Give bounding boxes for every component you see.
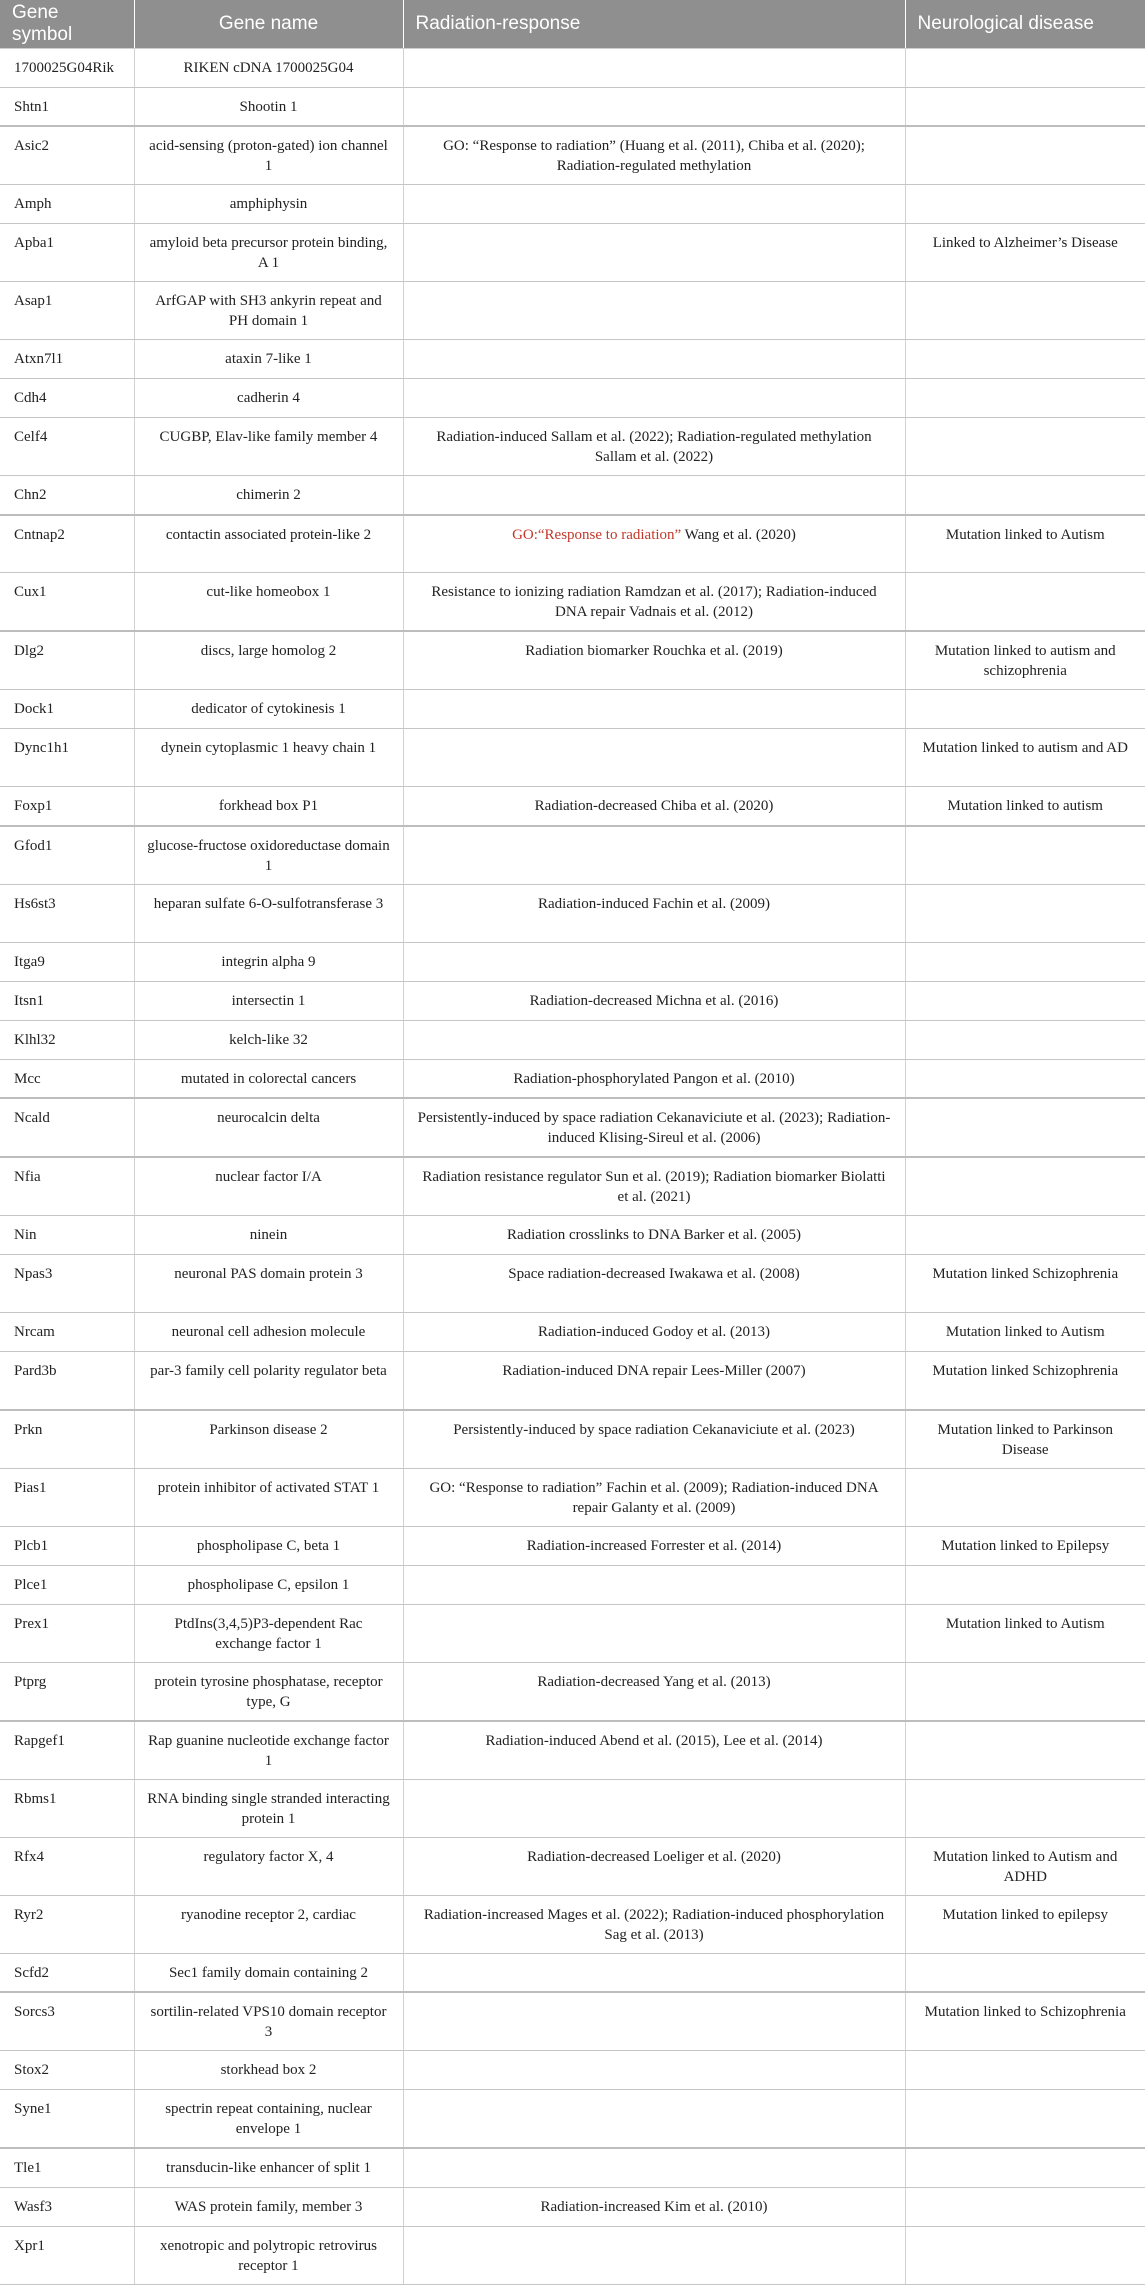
table-row bbox=[0, 87, 1145, 126]
gene-name-cell: discs, large homolog 2 bbox=[134, 631, 403, 690]
table-row bbox=[0, 1779, 1145, 1837]
gene-symbol-cell: Itga9 bbox=[0, 942, 134, 981]
gene-symbol-cell: Plcb1 bbox=[0, 1526, 134, 1565]
neurological-disease-cell bbox=[905, 1216, 1145, 1255]
gene-symbol-cell: Syne1 bbox=[0, 2090, 134, 2149]
radiation-response-cell: Radiation resistance regulator Sun et al. (2019); Radiation biomarker Biolatti et al. (2021) bbox=[403, 1157, 905, 1216]
table-row bbox=[0, 185, 1145, 224]
table-row bbox=[0, 1468, 1145, 1526]
radiation-response-cell bbox=[403, 1779, 905, 1837]
neurological-disease-cell: Mutation linked to autism bbox=[905, 787, 1145, 826]
neurological-disease-cell bbox=[905, 2090, 1145, 2149]
gene-symbol-cell: Dync1h1 bbox=[0, 729, 134, 787]
neurological-disease-cell: Mutation linked Schizophrenia bbox=[905, 1352, 1145, 1410]
radiation-response-cell bbox=[403, 2226, 905, 2284]
radiation-response-cell: GO: “Response to radiation” Fachin et al. (2009); Radiation-induced DNA repair Galanty et al. (2009) bbox=[403, 1468, 905, 1526]
neurological-disease-cell bbox=[905, 48, 1145, 87]
radiation-response-cell bbox=[403, 515, 905, 573]
radiation-response-cell bbox=[403, 282, 905, 340]
neurological-disease-cell bbox=[905, 2051, 1145, 2090]
header-neurological-disease: Neurological disease bbox=[905, 0, 1145, 48]
table-row bbox=[0, 515, 1145, 573]
radiation-response-cell: Radiation-decreased Yang et al. (2013) bbox=[403, 1662, 905, 1721]
table-row bbox=[0, 282, 1145, 340]
header-row bbox=[0, 0, 1145, 48]
gene-name-cell: RNA binding single stranded interacting protein 1 bbox=[134, 1779, 403, 1837]
neurological-disease-cell bbox=[905, 1779, 1145, 1837]
gene-name-cell: par-3 family cell polarity regulator beta bbox=[134, 1352, 403, 1410]
gene-name-cell: protein tyrosine phosphatase, receptor type, G bbox=[134, 1662, 403, 1721]
gene-symbol-cell: Sorcs3 bbox=[0, 1992, 134, 2051]
radiation-response-cell: Resistance to ionizing radiation Ramdzan et al. (2017); Radiation-induced DNA repair Vadnais et al. (2012) bbox=[403, 573, 905, 632]
gene-name-cell: sortilin-related VPS10 domain receptor 3 bbox=[134, 1992, 403, 2051]
gene-symbol-cell: Hs6st3 bbox=[0, 884, 134, 942]
table-row bbox=[0, 1565, 1145, 1604]
gene-name-cell: dynein cytoplasmic 1 heavy chain 1 bbox=[134, 729, 403, 787]
gene-symbol-cell: Mcc bbox=[0, 1059, 134, 1098]
gene-name-cell: Parkinson disease 2 bbox=[134, 1410, 403, 1469]
table-row bbox=[0, 340, 1145, 379]
radiation-response-cell bbox=[403, 2090, 905, 2149]
gene-symbol-cell: Tle1 bbox=[0, 2148, 134, 2187]
gene-name-cell: glucose-fructose oxidoreductase domain 1 bbox=[134, 826, 403, 885]
radiation-response-cell bbox=[403, 48, 905, 87]
gene-symbol-cell: Pard3b bbox=[0, 1352, 134, 1410]
radiation-response-cell bbox=[403, 2051, 905, 2090]
radiation-response-cell: Radiation-induced Godoy et al. (2013) bbox=[403, 1313, 905, 1352]
table-row bbox=[0, 690, 1145, 729]
neurological-disease-cell bbox=[905, 573, 1145, 632]
gene-symbol-cell: Plce1 bbox=[0, 1565, 134, 1604]
header-radiation-response: Radiation-response bbox=[403, 0, 905, 48]
radiation-response-cell: Radiation-decreased Loeliger et al. (2020) bbox=[403, 1837, 905, 1895]
neurological-disease-cell bbox=[905, 1953, 1145, 1992]
neurological-disease-cell: Mutation linked to autism and schizophrenia bbox=[905, 631, 1145, 690]
gene-symbol-cell: Dock1 bbox=[0, 690, 134, 729]
neurological-disease-cell bbox=[905, 87, 1145, 126]
neurological-disease-cell bbox=[905, 476, 1145, 515]
gene-symbol-cell: Pias1 bbox=[0, 1468, 134, 1526]
table-row bbox=[0, 1953, 1145, 1992]
gene-symbol-cell: Foxp1 bbox=[0, 787, 134, 826]
radiation-response-cell: Radiation-induced Abend et al. (2015), Lee et al. (2014) bbox=[403, 1721, 905, 1780]
table-row bbox=[0, 2226, 1145, 2284]
radiation-response-cell: Radiation-induced Fachin et al. (2009) bbox=[403, 884, 905, 942]
gene-name-cell: ArfGAP with SH3 ankyrin repeat and PH domain 1 bbox=[134, 282, 403, 340]
table-row bbox=[0, 418, 1145, 476]
neurological-disease-cell bbox=[905, 2148, 1145, 2187]
gene-symbol-cell: Cdh4 bbox=[0, 379, 134, 418]
radiation-response-cell: Radiation-increased Kim et al. (2010) bbox=[403, 2187, 905, 2226]
neurological-disease-cell bbox=[905, 418, 1145, 476]
gene-name-cell: PtdIns(3,4,5)P3-dependent Rac exchange factor 1 bbox=[134, 1604, 403, 1662]
table-row bbox=[0, 48, 1145, 87]
neurological-disease-cell: Mutation linked to Schizophrenia bbox=[905, 1992, 1145, 2051]
gene-symbol-cell: Xpr1 bbox=[0, 2226, 134, 2284]
gene-name-cell: phospholipase C, epsilon 1 bbox=[134, 1565, 403, 1604]
gene-symbol-cell: Gfod1 bbox=[0, 826, 134, 885]
table-row bbox=[0, 224, 1145, 282]
table-row bbox=[0, 981, 1145, 1020]
table-row bbox=[0, 126, 1145, 185]
table-row bbox=[0, 1255, 1145, 1313]
gene-name-cell: storkhead box 2 bbox=[134, 2051, 403, 2090]
gene-name-cell: neurocalcin delta bbox=[134, 1098, 403, 1157]
gene-name-cell: xenotropic and polytropic retrovirus receptor 1 bbox=[134, 2226, 403, 2284]
table-row bbox=[0, 1410, 1145, 1469]
table-row bbox=[0, 631, 1145, 690]
gene-symbol-cell: Shtn1 bbox=[0, 87, 134, 126]
neurological-disease-cell: Mutation linked to Parkinson Disease bbox=[905, 1410, 1145, 1469]
neurological-disease-cell: Mutation linked to autism and AD bbox=[905, 729, 1145, 787]
table-row bbox=[0, 379, 1145, 418]
radiation-response-cell bbox=[403, 1565, 905, 1604]
neurological-disease-cell bbox=[905, 826, 1145, 885]
radiation-response-cell bbox=[403, 476, 905, 515]
radiation-response-cell: Radiation-decreased Chiba et al. (2020) bbox=[403, 787, 905, 826]
table-row bbox=[0, 884, 1145, 942]
radiation-response-cell bbox=[403, 87, 905, 126]
neurological-disease-cell: Mutation linked to Autism bbox=[905, 515, 1145, 573]
table-row bbox=[0, 1837, 1145, 1895]
gene-name-cell: cadherin 4 bbox=[134, 379, 403, 418]
gene-symbol-cell: Klhl32 bbox=[0, 1020, 134, 1059]
gene-symbol-cell: Rfx4 bbox=[0, 1837, 134, 1895]
table-row bbox=[0, 2051, 1145, 2090]
table-row bbox=[0, 1313, 1145, 1352]
neurological-disease-cell: Mutation linked to Autism bbox=[905, 1313, 1145, 1352]
gene-symbol-cell: Atxn7l1 bbox=[0, 340, 134, 379]
neurological-disease-cell bbox=[905, 1468, 1145, 1526]
radiation-response-cell: Radiation biomarker Rouchka et al. (2019) bbox=[403, 631, 905, 690]
neurological-disease-cell bbox=[905, 1157, 1145, 1216]
gene-name-cell: amphiphysin bbox=[134, 185, 403, 224]
neurological-disease-cell bbox=[905, 1098, 1145, 1157]
radiation-response-cell: Radiation-phosphorylated Pangon et al. (2010) bbox=[403, 1059, 905, 1098]
header-gene-name: Gene name bbox=[134, 0, 403, 48]
radiation-response-cell bbox=[403, 690, 905, 729]
table-row bbox=[0, 573, 1145, 632]
gene-name-cell: Shootin 1 bbox=[134, 87, 403, 126]
gene-symbol-cell: Nin bbox=[0, 1216, 134, 1255]
gene-name-cell: cut-like homeobox 1 bbox=[134, 573, 403, 632]
radiation-citation: Wang et al. (2020) bbox=[681, 526, 796, 543]
gene-symbol-cell: Ncald bbox=[0, 1098, 134, 1157]
gene-symbol-cell: Nrcam bbox=[0, 1313, 134, 1352]
table-row bbox=[0, 1059, 1145, 1098]
radiation-response-cell: Radiation-induced DNA repair Lees-Miller (2007) bbox=[403, 1352, 905, 1410]
radiation-response-cell: Radiation-induced Sallam et al. (2022); Radiation-regulated methylation Sallam et al. (2022) bbox=[403, 418, 905, 476]
gene-name-cell: neuronal PAS domain protein 3 bbox=[134, 1255, 403, 1313]
header-gene-symbol: Gene symbol bbox=[0, 0, 134, 48]
table-row bbox=[0, 1604, 1145, 1662]
gene-name-cell: intersectin 1 bbox=[134, 981, 403, 1020]
gene-name-cell: regulatory factor X, 4 bbox=[134, 1837, 403, 1895]
table-row bbox=[0, 729, 1145, 787]
radiation-response-cell bbox=[403, 379, 905, 418]
gene-name-cell: spectrin repeat containing, nuclear envelope 1 bbox=[134, 2090, 403, 2149]
gene-symbol-cell: Ptprg bbox=[0, 1662, 134, 1721]
neurological-disease-cell bbox=[905, 981, 1145, 1020]
gene-name-cell: forkhead box P1 bbox=[134, 787, 403, 826]
gene-name-cell: ataxin 7-like 1 bbox=[134, 340, 403, 379]
table-row bbox=[0, 1157, 1145, 1216]
table-row bbox=[0, 1895, 1145, 1953]
table-row bbox=[0, 1721, 1145, 1780]
table-row bbox=[0, 1662, 1145, 1721]
gene-name-cell: chimerin 2 bbox=[134, 476, 403, 515]
gene-symbol-cell: Ryr2 bbox=[0, 1895, 134, 1953]
gene-symbol-cell: Rbms1 bbox=[0, 1779, 134, 1837]
gene-symbol-cell: Nfia bbox=[0, 1157, 134, 1216]
gene-name-cell: WAS protein family, member 3 bbox=[134, 2187, 403, 2226]
neurological-disease-cell: Mutation linked Schizophrenia bbox=[905, 1255, 1145, 1313]
gene-name-cell: heparan sulfate 6-O-sulfotransferase 3 bbox=[134, 884, 403, 942]
gene-symbol-cell: Scfd2 bbox=[0, 1953, 134, 1992]
radiation-response-cell: Radiation-decreased Michna et al. (2016) bbox=[403, 981, 905, 1020]
gene-symbol-cell: Asic2 bbox=[0, 126, 134, 185]
table-row bbox=[0, 942, 1145, 981]
neurological-disease-cell bbox=[905, 1721, 1145, 1780]
gene-symbol-cell: Amph bbox=[0, 185, 134, 224]
gene-name-cell: mutated in colorectal cancers bbox=[134, 1059, 403, 1098]
radiation-response-cell bbox=[403, 185, 905, 224]
neurological-disease-cell bbox=[905, 282, 1145, 340]
gene-symbol-cell: Itsn1 bbox=[0, 981, 134, 1020]
gene-symbol-cell: Rapgef1 bbox=[0, 1721, 134, 1780]
table-row bbox=[0, 1098, 1145, 1157]
gene-name-cell: ninein bbox=[134, 1216, 403, 1255]
gene-symbol-cell: Celf4 bbox=[0, 418, 134, 476]
table-row bbox=[0, 2187, 1145, 2226]
gene-symbol-cell: Wasf3 bbox=[0, 2187, 134, 2226]
gene-name-cell: RIKEN cDNA 1700025G04 bbox=[134, 48, 403, 87]
table-row bbox=[0, 1992, 1145, 2051]
gene-name-cell: nuclear factor I/A bbox=[134, 1157, 403, 1216]
table-row bbox=[0, 1526, 1145, 1565]
radiation-response-cell bbox=[403, 1953, 905, 1992]
gene-symbol-cell: Chn2 bbox=[0, 476, 134, 515]
neurological-disease-cell bbox=[905, 690, 1145, 729]
neurological-disease-cell bbox=[905, 340, 1145, 379]
neurological-disease-cell bbox=[905, 185, 1145, 224]
gene-symbol-cell: Prex1 bbox=[0, 1604, 134, 1662]
table-row bbox=[0, 787, 1145, 826]
gene-symbol-cell: 1700025G04Rik bbox=[0, 48, 134, 87]
gene-name-cell: amyloid beta precursor protein binding, A 1 bbox=[134, 224, 403, 282]
radiation-response-cell bbox=[403, 942, 905, 981]
radiation-response-cell bbox=[403, 1604, 905, 1662]
neurological-disease-cell bbox=[905, 2226, 1145, 2284]
neurological-disease-cell: Mutation linked to Autism bbox=[905, 1604, 1145, 1662]
gene-name-cell: Rap guanine nucleotide exchange factor 1 bbox=[134, 1721, 403, 1780]
gene-name-cell: neuronal cell adhesion molecule bbox=[134, 1313, 403, 1352]
gene-symbol-cell: Cntnap2 bbox=[0, 515, 134, 573]
table-row bbox=[0, 1020, 1145, 1059]
table-row bbox=[0, 476, 1145, 515]
table-row bbox=[0, 826, 1145, 885]
radiation-response-cell: Radiation-increased Mages et al. (2022); Radiation-induced phosphorylation Sag et al. (2013) bbox=[403, 1895, 905, 1953]
radiation-response-cell: Radiation-increased Forrester et al. (2014) bbox=[403, 1526, 905, 1565]
neurological-disease-cell bbox=[905, 1565, 1145, 1604]
table-header bbox=[0, 0, 1145, 48]
gene-name-cell: contactin associated protein-like 2 bbox=[134, 515, 403, 573]
radiation-response-cell: Persistently-induced by space radiation Cekanaviciute et al. (2023) bbox=[403, 1410, 905, 1469]
neurological-disease-cell bbox=[905, 2187, 1145, 2226]
gene-name-cell: kelch-like 32 bbox=[134, 1020, 403, 1059]
neurological-disease-cell bbox=[905, 942, 1145, 981]
neurological-disease-cell bbox=[905, 1662, 1145, 1721]
gene-symbol-cell: Dlg2 bbox=[0, 631, 134, 690]
gene-symbol-cell: Stox2 bbox=[0, 2051, 134, 2090]
gene-name-cell: dedicator of cytokinesis 1 bbox=[134, 690, 403, 729]
neurological-disease-cell bbox=[905, 1020, 1145, 1059]
radiation-response-cell bbox=[403, 2148, 905, 2187]
gene-name-cell: ryanodine receptor 2, cardiac bbox=[134, 1895, 403, 1953]
go-term-highlight: GO:“Response to radiation” bbox=[512, 526, 682, 543]
table-row bbox=[0, 1352, 1145, 1410]
radiation-response-cell bbox=[403, 826, 905, 885]
neurological-disease-cell: Linked to Alzheimer’s Disease bbox=[905, 224, 1145, 282]
neurological-disease-cell: Mutation linked to Autism and ADHD bbox=[905, 1837, 1145, 1895]
table-row bbox=[0, 1216, 1145, 1255]
neurological-disease-cell: Mutation linked to Epilepsy bbox=[905, 1526, 1145, 1565]
radiation-response-cell bbox=[403, 340, 905, 379]
table-body bbox=[0, 48, 1145, 2284]
gene-symbol-cell: Cux1 bbox=[0, 573, 134, 632]
table-row bbox=[0, 2090, 1145, 2149]
neurological-disease-cell bbox=[905, 884, 1145, 942]
radiation-response-cell: Persistently-induced by space radiation Cekanaviciute et al. (2023); Radiation-induced Klising-Sireul et al. (2006) bbox=[403, 1098, 905, 1157]
radiation-response-cell bbox=[403, 1020, 905, 1059]
radiation-response-cell: Space radiation-decreased Iwakawa et al. (2008) bbox=[403, 1255, 905, 1313]
gene-name-cell: integrin alpha 9 bbox=[134, 942, 403, 981]
neurological-disease-cell bbox=[905, 379, 1145, 418]
gene-symbol-cell: Apba1 bbox=[0, 224, 134, 282]
gene-name-cell: Sec1 family domain containing 2 bbox=[134, 1953, 403, 1992]
table-row bbox=[0, 2148, 1145, 2187]
gene-name-cell: transducin-like enhancer of split 1 bbox=[134, 2148, 403, 2187]
radiation-response-cell bbox=[403, 729, 905, 787]
gene-symbol-cell: Asap1 bbox=[0, 282, 134, 340]
neurological-disease-cell: Mutation linked to epilepsy bbox=[905, 1895, 1145, 1953]
neurological-disease-cell bbox=[905, 126, 1145, 185]
radiation-response-cell bbox=[403, 224, 905, 282]
gene-name-cell: CUGBP, Elav-like family member 4 bbox=[134, 418, 403, 476]
radiation-response-cell: Radiation crosslinks to DNA Barker et al. (2005) bbox=[403, 1216, 905, 1255]
radiation-response-cell bbox=[403, 1992, 905, 2051]
neurological-disease-cell bbox=[905, 1059, 1145, 1098]
gene-name-cell: phospholipase C, beta 1 bbox=[134, 1526, 403, 1565]
radiation-response-cell: GO: “Response to radiation” (Huang et al. (2011), Chiba et al. (2020); Radiation-regulated methylation bbox=[403, 126, 905, 185]
gene-name-cell: acid-sensing (proton-gated) ion channel 1 bbox=[134, 126, 403, 185]
gene-name-cell: protein inhibitor of activated STAT 1 bbox=[134, 1468, 403, 1526]
gene-symbol-cell: Prkn bbox=[0, 1410, 134, 1469]
gene-symbol-cell: Npas3 bbox=[0, 1255, 134, 1313]
